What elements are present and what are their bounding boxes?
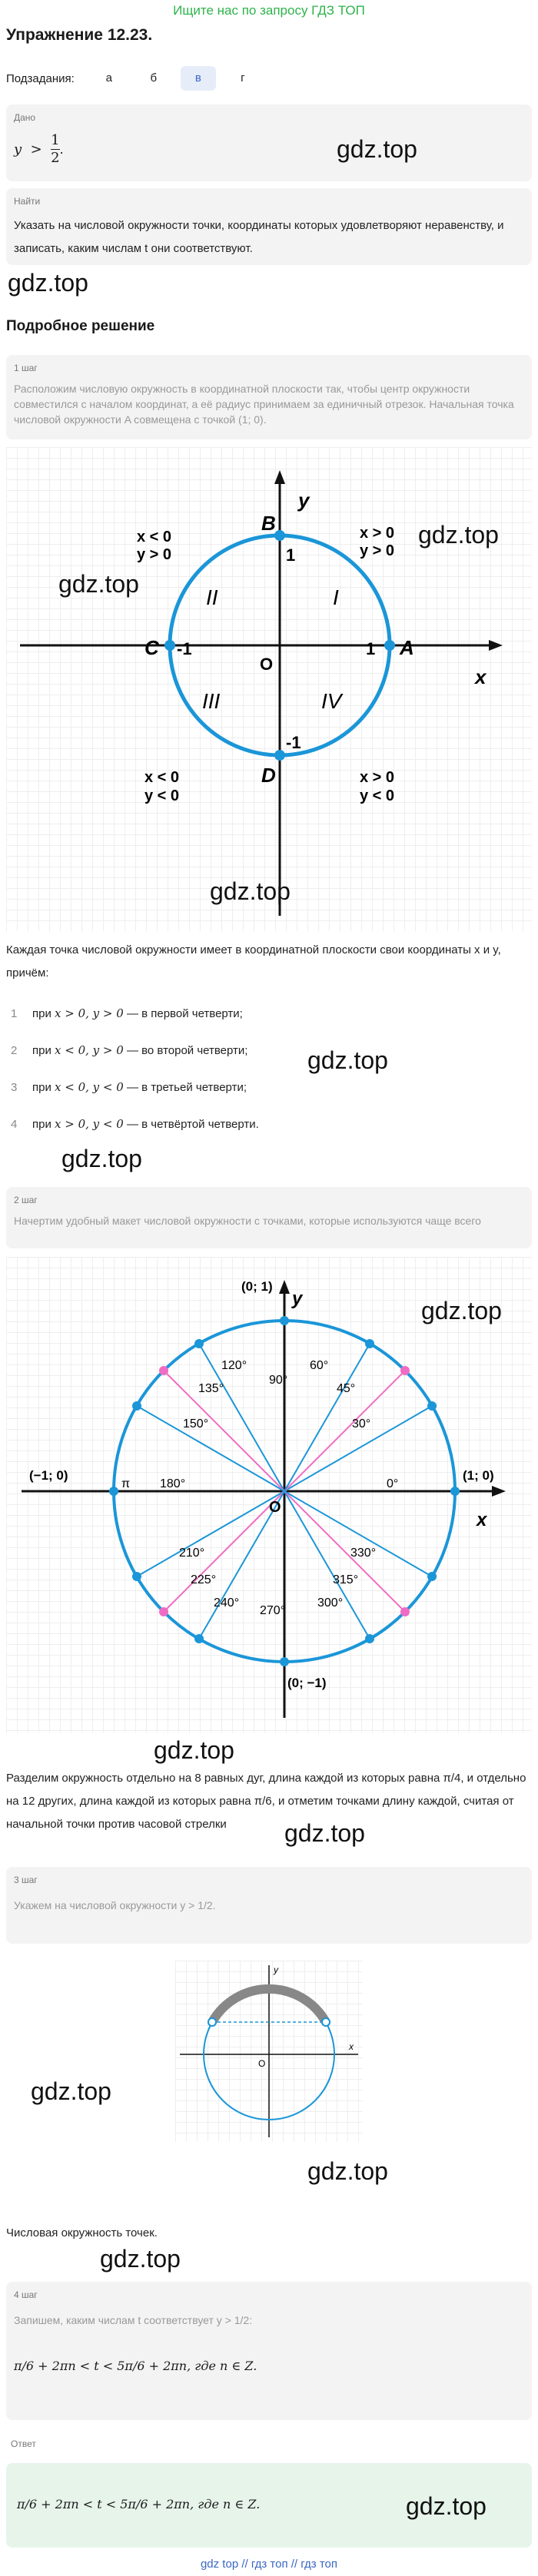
deg-225: 225° (191, 1573, 217, 1586)
item-post: — в четвёртой четверти. (123, 1118, 259, 1131)
label-d: D (261, 764, 276, 787)
label-c: C (144, 636, 159, 659)
label-one-right: 1 (366, 639, 376, 658)
deg-330: 330° (350, 1547, 377, 1560)
sign-q4-x: x > 0 (360, 769, 395, 786)
figure-caption: Числовая окружность точек. (6, 2226, 158, 2239)
point-a (384, 640, 395, 651)
subtask-tabs (6, 66, 270, 91)
item-post: — во второй четверти; (123, 1044, 248, 1057)
item-num: 4 (11, 1118, 18, 1131)
watermark: gdz.top (284, 1819, 365, 1847)
step2-tag: 2 шаг (14, 1195, 38, 1205)
quarter-item-2 (11, 1043, 247, 1057)
quarter-4: IV (321, 689, 342, 713)
watermark: gdz.top (8, 269, 88, 297)
item-cond: x > 0, y > 0 (55, 1006, 124, 1020)
deg-315: 315° (333, 1573, 359, 1586)
tab-b[interactable]: б (150, 71, 158, 85)
figure-unit-circle (6, 1257, 532, 1733)
point-b (274, 530, 285, 541)
y-arrow-icon (279, 1280, 290, 1294)
given-tag: Дано (14, 112, 36, 123)
given-card (6, 104, 532, 181)
x-arrow-icon (489, 640, 503, 651)
solution-line: π/6 + 2πn < t < 5π/6 + 2πn, где n ∈ Z. (14, 2359, 257, 2373)
pi-label: π (121, 1477, 131, 1490)
step4-tag: 4 шаг (14, 2289, 38, 2300)
y-label: y (292, 1288, 303, 1309)
watermark: gdz.top (58, 570, 139, 598)
quarter-3: III (202, 689, 221, 713)
arcs-text: Разделим окружность отдельно на 8 равных дуг, длина каждой из которых равна π/4, и отдельно на 12 других, длина каждой из которых равна π/6, и отметим точками длину каждой, считая от начальной точки против часовой стрелки (6, 1772, 526, 1831)
item-cond: x < 0, y < 0 (55, 1080, 124, 1094)
step2-card (6, 1187, 532, 1248)
item-pre: при (32, 1044, 55, 1057)
item-num: 1 (11, 1007, 18, 1020)
unit-circle-svg (6, 1257, 532, 1733)
point-d (274, 750, 285, 761)
watermark: gdz.top (31, 2077, 111, 2105)
given-expression (14, 132, 64, 166)
deg-120: 120° (221, 1359, 247, 1372)
step4-text: Запишем, каким числам t соответствует y > 1/2: (14, 2314, 253, 2326)
x-label: x (477, 1510, 487, 1530)
coord-top: (0; 1) (241, 1279, 273, 1294)
watermark: gdz.top (337, 135, 417, 163)
watermark: gdz.top (307, 1046, 388, 1074)
quarter-item-4 (11, 1117, 259, 1131)
sign-q1-x: x > 0 (360, 525, 395, 542)
point-c (164, 640, 175, 651)
given-num: 1 (51, 132, 60, 148)
sign-q4-y: y < 0 (360, 787, 395, 804)
watermark: gdz.top (154, 1736, 234, 1764)
deg-240: 240° (214, 1596, 240, 1610)
coord-right: (1; 0) (463, 1468, 494, 1483)
step4-card (6, 2282, 532, 2420)
item-post: — в третьей четверти; (123, 1081, 247, 1094)
find-tag: Найти (14, 196, 41, 207)
step1-tag: 1 шаг (14, 363, 38, 373)
given-expr: y > (14, 141, 51, 157)
step3-tag: 3 шаг (14, 1875, 38, 1885)
sign-q2-x: x < 0 (137, 529, 172, 545)
watermark: gdz.top (61, 1145, 142, 1172)
label-minus1-left: -1 (177, 639, 192, 658)
item-cond: x > 0, y < 0 (55, 1117, 124, 1131)
y-arrow-icon (274, 470, 285, 484)
deg-90: 90° (269, 1374, 288, 1387)
deg-270: 270° (260, 1604, 286, 1617)
label-o: O (260, 655, 274, 674)
page-title: Упражнение 12.23. (6, 26, 153, 44)
coord-bottom: (0; −1) (287, 1676, 327, 1690)
deg-135: 135° (198, 1382, 224, 1395)
step3-card (6, 1867, 532, 1944)
quarter-item-3 (11, 1080, 247, 1094)
sign-q2-y: y > 0 (137, 546, 172, 563)
item-pre: при (32, 1081, 55, 1094)
quarter-2: II (206, 585, 218, 609)
given-den: 2 (51, 149, 60, 166)
top-search-link[interactable]: Ищите нас по запросу ГДЗ ТОП (173, 3, 365, 18)
sign-q3-x: x < 0 (144, 769, 180, 786)
coord-left: (−1; 0) (29, 1468, 68, 1483)
tab-g[interactable]: г (241, 71, 245, 85)
solution-title: Подробное решение (6, 318, 155, 334)
step1-text: Расположим числовую окружность в координатной плоскости так, чтобы центр окружности совместился с началом координат, а её радиус принимаем за единичный отрезок. Начальная точка числовой окружности A совмещена с точкой (1; 0). (14, 383, 514, 426)
step1-card (6, 355, 532, 439)
answer-text: π/6 + 2πn < t < 5π/6 + 2πn, где n ∈ Z. (17, 2497, 261, 2511)
given-dot: . (59, 141, 64, 157)
label-a: A (400, 636, 414, 659)
answer-arc-svg (175, 1961, 363, 2142)
footer-links[interactable]: gdz top // гдз топ // гдз топ (200, 2558, 338, 2571)
x-label: x (349, 2041, 354, 2052)
sign-q3-y: y < 0 (144, 787, 180, 804)
quarters-svg (6, 447, 532, 931)
item-post: — в первой четверти; (123, 1007, 243, 1020)
sign-q1-y: y > 0 (360, 542, 395, 559)
watermark: gdz.top (406, 2492, 487, 2520)
step2-text: Начертим удобный макет числовой окружности с точками, которые используются чаще всего (14, 1215, 481, 1227)
item-cond: x < 0, y > 0 (55, 1043, 124, 1057)
deg-30: 30° (352, 1417, 371, 1431)
label-b: B (261, 512, 276, 535)
figure-quarters (6, 447, 532, 931)
deg-180: 180° (160, 1477, 186, 1490)
answer-tag: Ответ (11, 2438, 36, 2449)
label-o: O (269, 1499, 281, 1516)
item-num: 3 (11, 1081, 18, 1094)
watermark: gdz.top (100, 2245, 181, 2273)
quarters-intro: Каждая точка числовой окружности имеет в координатной плоскости свои координаты x и y, причём: (6, 943, 501, 980)
find-text: Указать на числовой окружности точки, координаты которых удовлетворяют неравенству, и записать, каким числам t они соответствуют. (14, 219, 504, 255)
step3-text: Укажем на числовой окружности y > 1/2. (14, 1899, 216, 1911)
item-pre: при (32, 1007, 55, 1020)
x-label: x (475, 665, 487, 688)
watermark: gdz.top (418, 521, 499, 549)
watermark: gdz.top (210, 877, 291, 905)
tab-a[interactable]: а (105, 71, 112, 85)
deg-45: 45° (337, 1382, 356, 1395)
given-frac (51, 132, 59, 166)
label-minus1-bottom: -1 (286, 733, 301, 752)
item-num: 2 (11, 1044, 18, 1057)
deg-60: 60° (310, 1359, 329, 1372)
y-label: y (298, 489, 310, 512)
watermark: gdz.top (421, 1297, 502, 1324)
deg-0: 0° (387, 1477, 399, 1490)
deg-150: 150° (183, 1417, 209, 1431)
quarter-1: I (333, 585, 339, 609)
deg-210: 210° (179, 1547, 205, 1560)
label-o: O (258, 2058, 266, 2069)
y-label: y (274, 1964, 278, 1975)
subtasks-label: Подзадания: (6, 71, 75, 85)
label-one-top: 1 (286, 545, 296, 565)
tab-v[interactable]: в (181, 66, 216, 91)
find-card (6, 188, 532, 265)
answer-card (6, 2463, 532, 2548)
figure-answer-arc (175, 1961, 363, 2142)
watermark: gdz.top (307, 2157, 388, 2185)
x-arrow-icon (492, 1486, 506, 1497)
quarter-item-1 (11, 1006, 243, 1020)
deg-300: 300° (317, 1596, 344, 1610)
item-pre: при (32, 1118, 55, 1131)
